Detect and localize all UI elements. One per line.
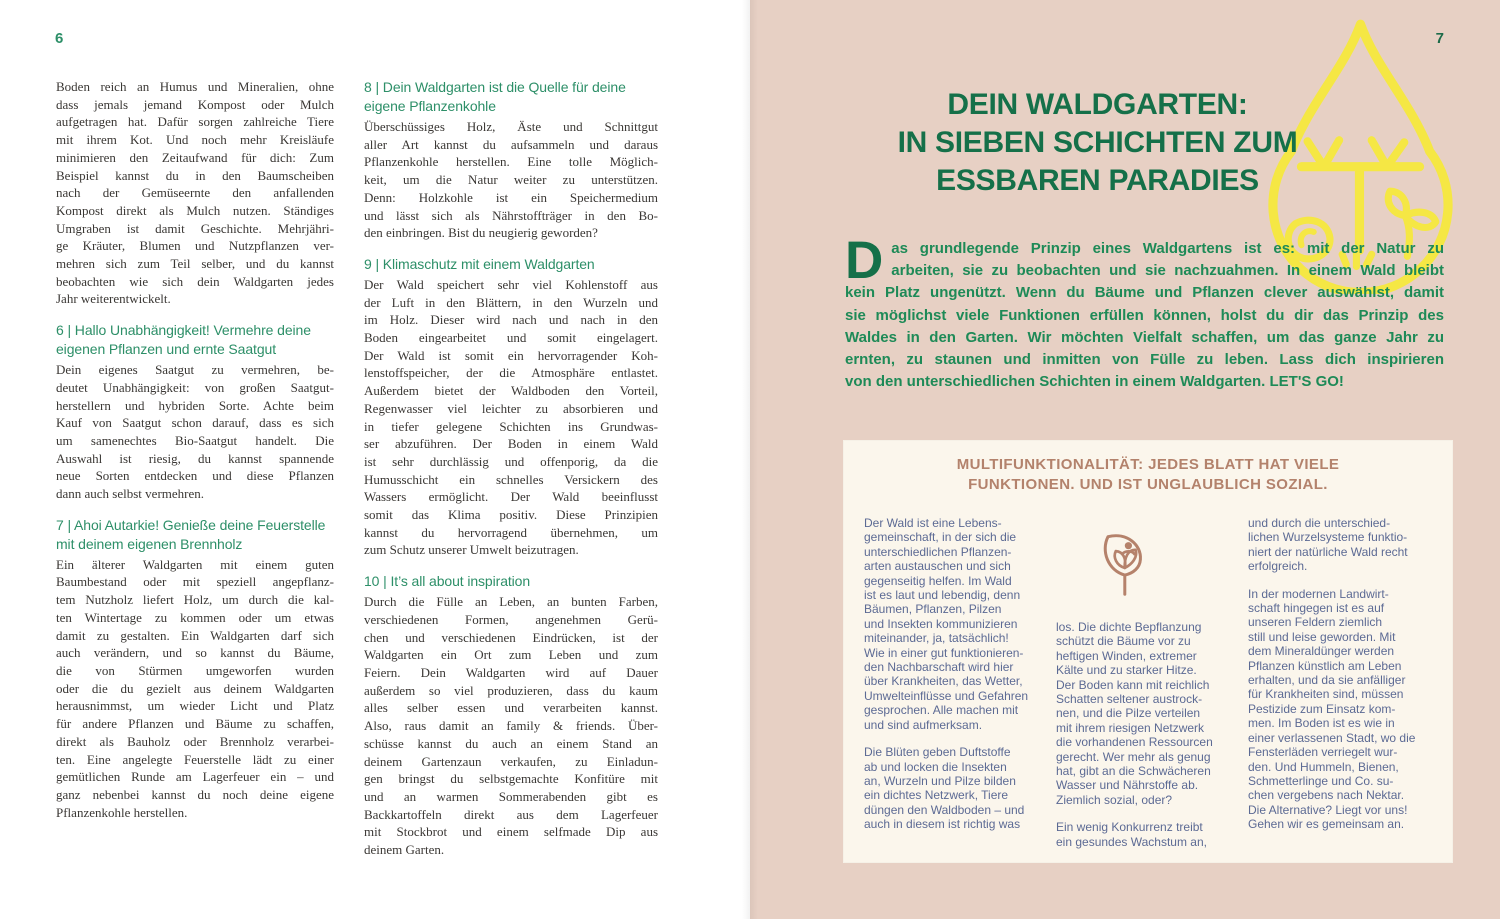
section-7-body: Ein älterer Waldgarten mit einem guten Baumbestand oder mit speziell angepflanz- tem Nutzholz liefert Holz, um durch die kal- ten Wintertage zu kommen oder um etwas damit zu gestalten. Ein Waldgarten darf sich auch verändern, und so kannst du Bäume, die von Stürmen umgeworfen wurden oder die du gezielt aus deinem Waldgarten herausnimmst, um wieder Licht und Platz für andere Pflanzen und Bäume zu schaffen, direkt als Bauholz oder Brennholz verarbei- ten. Eine angelegte Feuerstelle lädt zu einer gemütlichen Runde am Lagerfeuer ein – und ganz nebenbei kannst du noch deine eigene Pflanzenkohle herstellen. [56,556,334,820]
intro-lead-lines: as grundlegende Prinzip eines Waldgartens ist es: mit der Natur zu arbeiten, sie zu beobachten und sie nachzuahmen. In einem Wald bleibt kein Platz ungenützt. Wenn du Bäume und Pflanzen clever auswählst, damit sie möglichst viele Funktionen erfüllen können, holst du dir das Prinzip des Waldes in den Garten. Wir möchten Vielfalt schaffen, um das ganze Jahr zu ernten, zu staunen und inmitten von Fülle zu leben. Lass dich inspirieren von den unterschiedlichen Schichten in einem Waldgarten. LET'S GO! [845,240,1444,391]
left-column-1 [56,78,334,859]
intro-paragraph: Boden reich an Humus und Mineralien, ohne dass jemals jemand Kompost oder Mulch aufgetragen hat. Dafür sorgen zahlreiche Tiere mit ihrem Kot. Und noch mehr Kreisläufe minimieren den Zeitaufwand für dich: Zum Beispiel kannst du in den Baumscheiben nach der Gemüseernte den anfallenden Kompost direkt als Mulch nutzen. Ständiges Umgraben ist damit Geschichte. Mehrjähri- ge Kräuter, Blumen und Nutzpflanzen ver- mehren sich zum Teil selber, und du kannst beobachten wie sich dein Waldgarten jedes Jahr weiterentwickelt. [56,79,334,307]
section-6-body: Dein eigenes Saatgut zu vermehren, be- deutet Unabhängigkeit: von großen Saatgut- herstellern und hybriden Sorte. Achte beim Kauf von Saatgut schon darauf, dass es sich um samenechtes Bio-Saatgut handelt. Die Auswahl ist riesig, du kannst spannende neue Sorten entdecken und diese Pflanzen dann auch selbst vermehren. [56,362,334,502]
box-col3-para1: und durch die unterschied- lichen Wurzelsysteme funktio- niert der natürliche Wald recht erfolgreich. [1248,516,1408,574]
box-col2-para2: Ein wenig Konkurrenz treibt ein gesundes Wachstum an, [1056,820,1207,849]
page-number-left: 6 [55,30,64,47]
right-page [750,0,1500,919]
section-8-heading: 8 | Dein Waldgarten ist die Quelle für deine eigene Pflanzenkohle [364,79,626,114]
info-box-columns [864,516,1429,849]
info-box-column-3 [1248,516,1429,849]
info-box [843,440,1453,863]
info-box-heading: MULTIFUNKTIONALITÄT: JEDES BLATT HAT VIELE FUNKTIONEN. UND IST UNGLAUBLICH SOZIAL. [956,456,1340,493]
page-number-right: 7 [1435,30,1444,47]
section-9-heading: 9 | Klimaschutz mit einem Waldgarten [364,255,595,272]
section-8-body: Überschüssiges Holz, Äste und Schnittgut aller Art kannst du aufsammeln und daraus Pflanzenkohle herstellen. Eine tolle Möglich- keit, um die Natur weiter zu unterstützen. Denn: Holzkohle ist ein Speichermedium und lässt sich als Nährstoffträger in den Bo- den einbringen. Bist du neugierig geworden? [364,119,658,241]
section-9-body: Der Wald speichert sehr viel Kohlenstoff aus der Luft in den Blättern, in den Wurzeln und im Holz. Dieser wird nach und nach in den Boden eingearbeitet und somit eingelagert. Der Wald ist somit ein hervorragender Koh- lenstoffspeicher, der die Atmosphäre entlastet. Außerdem bietet der Waldboden den Vorteil, Regenwasser viel leichter zu absorbieren und in tiefer gelegene Schichten ins Grundwas- ser abzuführen. Der Boden in einem Wald ist sehr durchlässig und offenporig, da die Humusschicht ein schnelles Versickern des Wassers ermöglicht. Der Wald beeinflusst somit das Klima positiv. Diese Prinzipien kannst du hervorragend übernehmen, um zum Schutz unserer Umwelt beizutragen. [364,276,658,558]
intro-lead-paragraph [845,231,1444,393]
leaf-person-icon [1096,516,1162,612]
box-col1-para1: Der Wald ist eine Lebens- gemeinschaft, in der sich die unterschiedlichen Pflanzen- arten austauschen und sich gegenseitig helfen. Im Wald ist es laut und lebendig, denn Bäumen, Pflanzen, Pilzen und Insekten kommunizieren miteinander, ja, tatsächlich! Wie in einer gut funktionieren- den Nachbarschaft wird hier über Krankheiten, das Wetter, Umwelteinflüsse und Gefahren gesprochen. Alle machen mit und sind aufmerksam. [864,516,1029,732]
section-6-heading: 6 | Hallo Unabhängigkeit! Vermehre deine eigenen Pflanzen und ernte Saatgut [56,322,311,358]
page-title: DEIN WALDGARTEN: IN SIEBEN SCHICHTEN ZUM ESSBAREN PARADIES [897,88,1298,197]
section-10-body: Durch die Fülle an Leben, an bunten Farben, verschiedenen Formen, angenehmen Gerü- chen und verschiedenen Eindrücken, ist der Waldgarten ein Ort zum Leben und zum Feiern. Dein Waldgarten wird auf Dauer außerdem so viel produzieren, dass du kaum alles selber essen und verarbeiten kannst. Also, raus damit an family & friends. Über- schüsse kannst du auch an einem Stand an deinem Gartenzaun verkaufen, zu Einladun- gen bringst du selbstgemachte Konfitüre mit und an warmen Sommerabenden gibt es Backkartoffeln direkt aus dem Lagerfeuer mit Stockbrot und einem selfmade Dip aus deinem Garten. [364,594,658,858]
info-box-column-1 [864,516,1045,849]
section-10-heading: 10 | It’s all about inspiration [364,573,531,590]
box-col1-para2: Die Blüten geben Duftstoffe ab und locken die Insekten an, Wurzeln und Pilze bilden ein dichtes Netzwerk, Tiere düngen den Waldboden – und auch in diesem ist richtig was [864,745,1025,832]
left-page-columns [56,78,658,859]
info-box-column-2 [1056,516,1237,849]
box-col3-para2: In der modernen Landwirt- schaft hingegen ist es auf unseren Feldern ziemlich still und leise geworden. Mit dem Mineraldünger werden Pflanzen künstlich am Leben erhalten, und da sie anfälliger für Krankheiten sind, müssen Pestizide zum Einsatz kom- men. Im Boden ist es wie in einer verlassenen Stadt, wo die Fensterläden verriegelt wur- den. Und Hummeln, Bienen, Schmetterlinge und Co. su- chen vergebens nach Nektar. Die Alternative? Liegt vor uns! Gehen wir es gemeinsam an. [1248,586,1416,832]
section-7-heading: 7 | Ahoi Autarkie! Genieße deine Feuerstelle mit deinem eigenen Brennholz [56,516,326,552]
left-column-2 [364,78,658,859]
drop-cap: D [845,231,884,290]
box-col2-para1: los. Die dichte Bepflanzung schützt die Bäume vor zu heftigen Winden, extremer Kälte und zu starker Hitze. Der Boden kann mit reichlich Schatten seltener austrock- nen, und die Pilze verteilen mit ihrem riesigen Netzwerk die vorhandenen Ressourcen gerecht. Wer mehr als genug hat, gibt an die Schwächeren Wasser und Nährstoffe ab. Ziemlich sozial, oder? [1056,620,1213,807]
leaf-person-icon-wrap [1056,516,1237,620]
